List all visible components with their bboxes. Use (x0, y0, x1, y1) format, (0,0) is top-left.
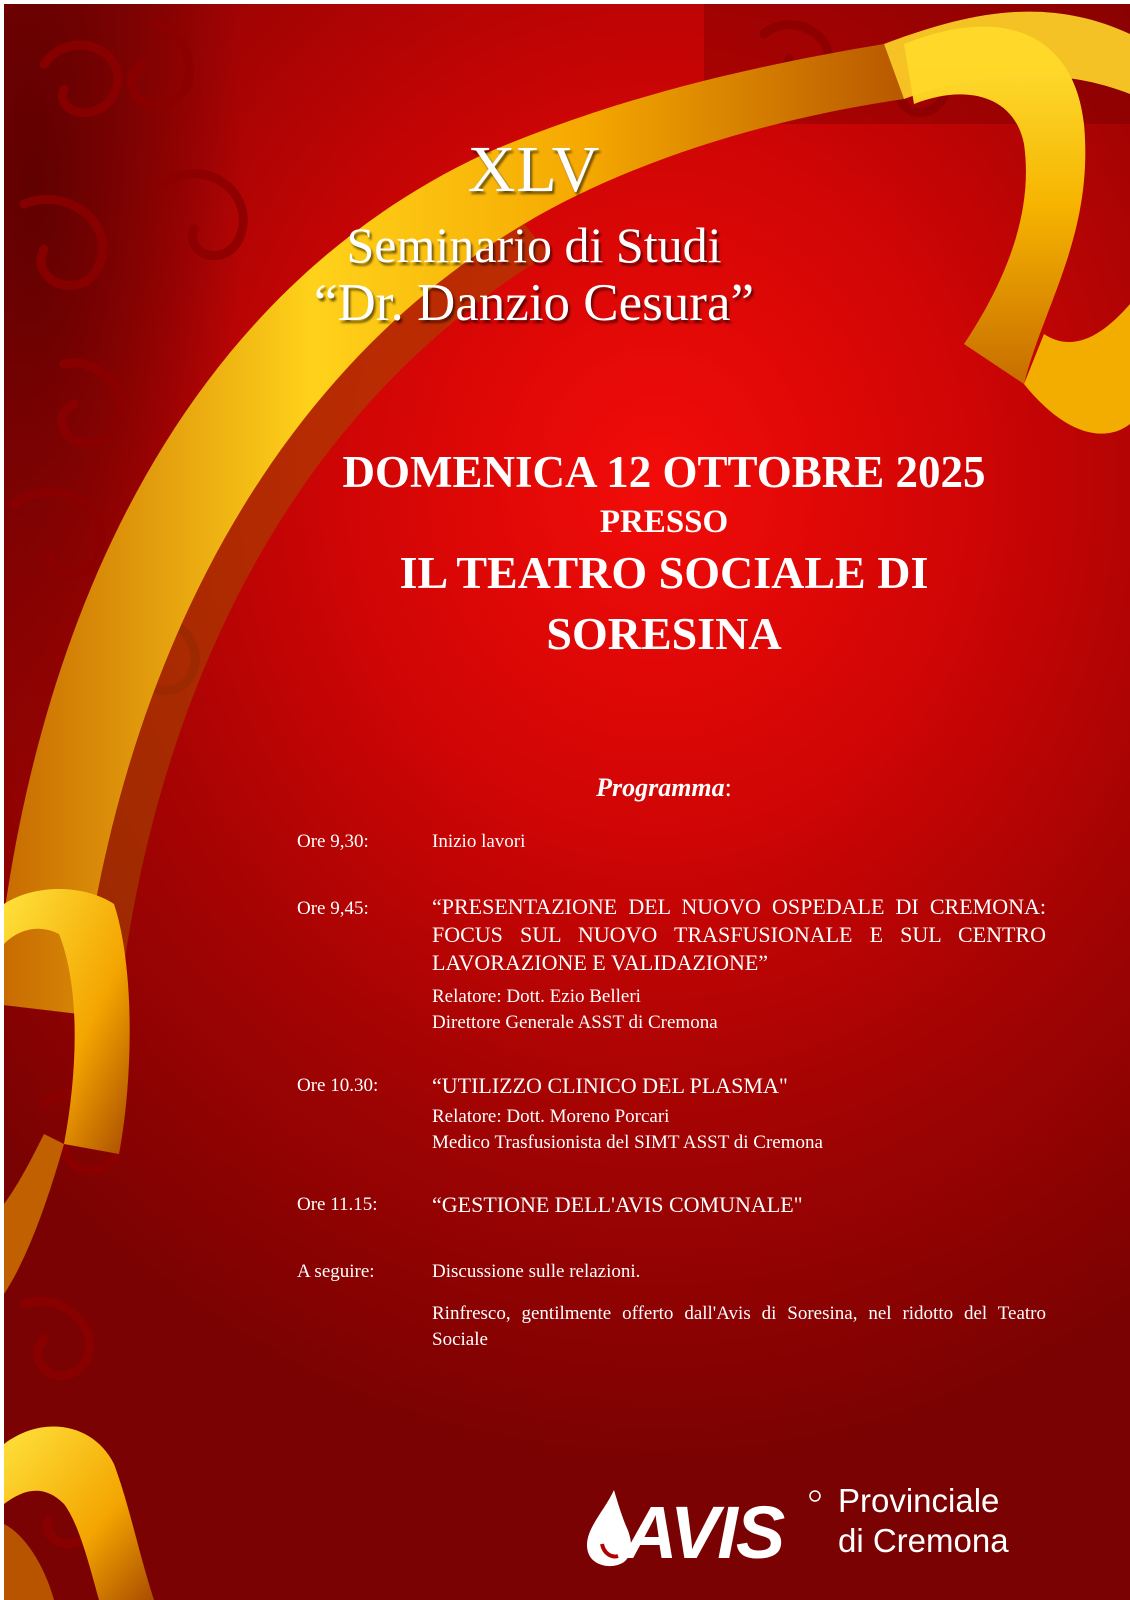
avis-logo-icon (574, 1482, 824, 1570)
seminar-dedication: “Dr. Danzio Cesura” (313, 274, 755, 332)
avis-cremona-label: di Cremona (838, 1522, 1009, 1559)
program-heading-colon: : (724, 773, 732, 802)
program-desc-1: Inizio lavori (432, 831, 526, 852)
event-presso: PRESSO (599, 504, 729, 540)
poster (4, 4, 1130, 1600)
seminar-title: Seminario di Studi (346, 217, 722, 273)
program-role-3: Medico Trasfusionista del SIMT ASST di Cremona (432, 1132, 823, 1153)
event-venue: IL TEATRO SOCIALE DI (399, 547, 929, 598)
event-date: DOMENICA 12 OTTOBRE 2025 (342, 447, 986, 497)
program-speaker-2: Relatore: Dott. Ezio Belleri (432, 986, 641, 1007)
program-time-2: Ore 9,45: (297, 898, 369, 919)
event-city: SORESINA (546, 608, 782, 659)
program-title-4: “GESTIONE DELL'AVIS COMUNALE" (432, 1192, 803, 1217)
program-role-2: Direttore Generale ASST di Cremona (432, 1012, 718, 1033)
program-title-2: “PRESENTAZIONE DEL NUOVO OSPEDALE DI CREMONA: FOCUS SUL NUOVO TRASFUSIONALE E SUL CENTRO LAVORAZIONE E VALIDAZIONE” (432, 894, 1046, 975)
program-time-1: Ore 9,30: (297, 831, 369, 852)
program-desc-5a: Discussione sulle relazioni. (432, 1261, 641, 1282)
program-heading-label: Programma (596, 773, 725, 802)
program-speaker-3: Relatore: Dott. Moreno Porcari (432, 1106, 670, 1127)
program-time-3: Ore 10.30: (297, 1075, 379, 1096)
program-heading (254, 772, 1074, 804)
program-time-5: A seguire: (297, 1261, 375, 1282)
avis-wordmark: AVIS (624, 1491, 784, 1570)
edition-title: XLV (467, 133, 601, 206)
program-time-4: Ore 11.15: (297, 1194, 378, 1215)
program-title-3: “UTILIZZO CLINICO DEL PLASMA" (432, 1073, 788, 1098)
avis-provinciale-label: Provinciale (838, 1482, 1000, 1519)
program-desc-5b: Rinfresco, gentilmente offerto dall'Avis di Soresina, nel ridotto del Teatro Sociale (432, 1303, 1046, 1350)
